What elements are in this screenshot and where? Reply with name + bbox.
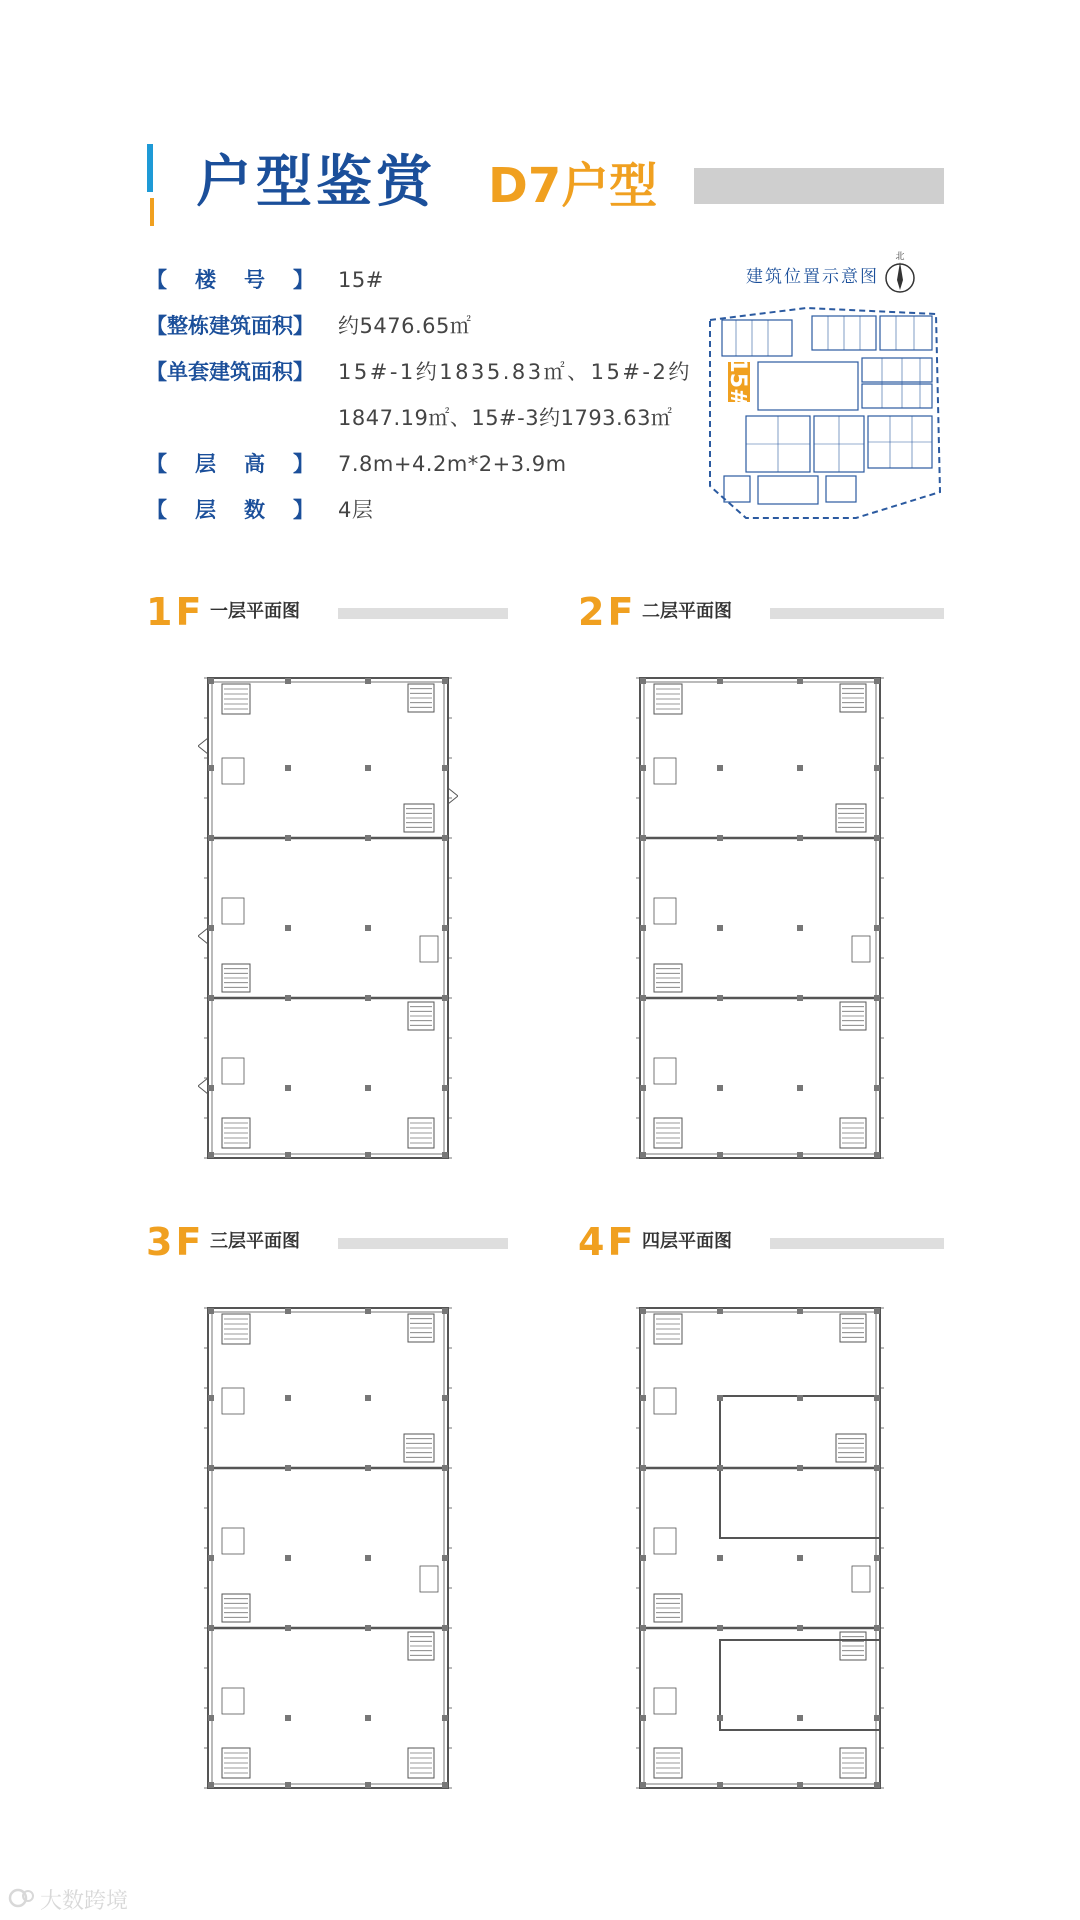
column <box>717 1308 723 1314</box>
column <box>874 1555 880 1561</box>
column <box>285 1465 291 1471</box>
column <box>285 1782 291 1788</box>
column <box>208 1395 214 1401</box>
floor-name-2f: 二层平面图 <box>642 601 732 622</box>
column <box>797 678 803 684</box>
info-label: 【整栋建筑面积】 <box>146 314 314 338</box>
column <box>874 1085 880 1091</box>
column <box>285 1625 291 1631</box>
column <box>797 1085 803 1091</box>
stair <box>408 1118 434 1148</box>
column <box>285 1085 291 1091</box>
column <box>640 1308 646 1314</box>
column <box>442 1152 448 1158</box>
column <box>717 765 723 771</box>
column <box>208 1555 214 1561</box>
stair <box>654 1314 682 1344</box>
column <box>797 1308 803 1314</box>
plan-walls <box>198 678 458 1158</box>
column <box>208 1085 214 1091</box>
column <box>442 1555 448 1561</box>
stair <box>654 684 682 714</box>
stair <box>840 684 866 712</box>
site-location-map <box>706 296 946 532</box>
stair <box>654 1594 682 1622</box>
stair <box>408 1632 434 1660</box>
column <box>640 678 646 684</box>
lift <box>222 898 244 924</box>
column <box>717 1555 723 1561</box>
floor-plan-1f <box>198 668 458 1168</box>
column <box>365 1308 371 1314</box>
info-value: 4层 <box>338 498 374 522</box>
floor-plan-2f <box>630 668 890 1168</box>
column <box>640 1395 646 1401</box>
info-value: 1847.19㎡、15#-3约1793.63㎡ <box>338 406 673 430</box>
lift <box>654 1688 676 1714</box>
column <box>717 995 723 1001</box>
column <box>874 1625 880 1631</box>
column <box>874 1782 880 1788</box>
building-15-label: 15# <box>725 357 750 407</box>
floor-code-2f: 2F <box>578 590 637 634</box>
column <box>285 925 291 931</box>
column <box>874 1715 880 1721</box>
column <box>797 1782 803 1788</box>
column <box>442 835 448 841</box>
floor-plan-3f <box>198 1298 458 1798</box>
stair <box>836 804 866 832</box>
plan-walls <box>636 678 884 1158</box>
column <box>208 835 214 841</box>
north-label: 北 <box>895 252 905 262</box>
stair <box>840 1632 866 1660</box>
column <box>442 1308 448 1314</box>
column <box>797 995 803 1001</box>
column <box>442 678 448 684</box>
column <box>717 1152 723 1158</box>
info-value: 15# <box>338 268 384 292</box>
lift <box>222 1388 244 1414</box>
floor-plan-4f <box>630 1298 890 1798</box>
column <box>640 765 646 771</box>
column <box>365 1395 371 1401</box>
column <box>797 1715 803 1721</box>
column <box>442 1395 448 1401</box>
column <box>717 925 723 931</box>
unit-type-title: D7户型 <box>488 158 658 214</box>
floor-code-3f: 3F <box>146 1220 205 1264</box>
stair <box>222 1118 250 1148</box>
column <box>365 995 371 1001</box>
floor-name-4f: 四层平面图 <box>642 1231 732 1252</box>
column <box>442 765 448 771</box>
column <box>797 835 803 841</box>
lift <box>222 1528 244 1554</box>
stair <box>654 1748 682 1778</box>
column <box>874 995 880 1001</box>
floor-header-bar <box>338 1238 508 1249</box>
stair <box>222 1594 250 1622</box>
column <box>442 1465 448 1471</box>
floor-header-bar <box>770 1238 944 1249</box>
info-value: 15#-1约1835.83㎡、15#-2约 <box>338 360 692 384</box>
column <box>208 1308 214 1314</box>
column <box>797 1465 803 1471</box>
column <box>874 925 880 931</box>
column <box>285 995 291 1001</box>
column <box>640 925 646 931</box>
column <box>874 1152 880 1158</box>
column <box>365 925 371 931</box>
info-label: 【单套建筑面积】 <box>146 360 314 384</box>
column <box>285 835 291 841</box>
column <box>797 1395 803 1401</box>
lift <box>654 1058 676 1084</box>
stair <box>404 1434 434 1462</box>
inner-wall <box>212 1312 444 1784</box>
column <box>874 765 880 771</box>
stair <box>840 1314 866 1342</box>
stair <box>840 1748 866 1778</box>
column <box>442 925 448 931</box>
column <box>874 1465 880 1471</box>
door <box>198 738 208 754</box>
stair <box>222 1748 250 1778</box>
stair <box>654 1118 682 1148</box>
lift <box>222 1688 244 1714</box>
column <box>208 1715 214 1721</box>
column <box>797 1555 803 1561</box>
toilet <box>852 936 870 962</box>
column <box>874 1395 880 1401</box>
column <box>442 1085 448 1091</box>
column <box>285 765 291 771</box>
info-label: 【 楼 号 】 <box>146 268 314 292</box>
info-value: 7.8m+4.2m*2+3.9m <box>338 452 567 476</box>
column <box>640 1625 646 1631</box>
north-arrow-icon <box>880 250 920 296</box>
column <box>640 1152 646 1158</box>
column <box>285 1715 291 1721</box>
column <box>640 995 646 1001</box>
lift <box>654 898 676 924</box>
stair <box>840 1002 866 1030</box>
toilet <box>420 1566 438 1592</box>
lift <box>654 1388 676 1414</box>
inner-wall <box>212 682 444 1154</box>
column <box>365 1085 371 1091</box>
floor-header-bar <box>770 608 944 619</box>
info-label: 【 层 高 】 <box>146 452 314 476</box>
column <box>442 995 448 1001</box>
stair <box>408 684 434 712</box>
toilet <box>420 936 438 962</box>
column <box>285 1395 291 1401</box>
column <box>285 1152 291 1158</box>
stair <box>408 1002 434 1030</box>
plan-walls <box>204 1308 452 1788</box>
watermark-text: 大数跨境 <box>40 1889 129 1914</box>
column <box>208 678 214 684</box>
column <box>365 1555 371 1561</box>
column <box>717 678 723 684</box>
column <box>208 925 214 931</box>
stair <box>222 684 250 714</box>
column <box>208 1625 214 1631</box>
info-value: 约5476.65㎡ <box>338 314 472 338</box>
column <box>442 1782 448 1788</box>
column <box>874 1308 880 1314</box>
inner-wall <box>644 682 876 1154</box>
header-accent-bar-small <box>150 198 154 226</box>
column <box>285 678 291 684</box>
column <box>208 1465 214 1471</box>
floor-code-4f: 4F <box>578 1220 637 1264</box>
column <box>797 765 803 771</box>
column <box>717 1465 723 1471</box>
column <box>640 1465 646 1471</box>
column <box>365 1625 371 1631</box>
column <box>640 1555 646 1561</box>
door <box>448 788 458 804</box>
page-title: 户型鉴赏 <box>196 150 436 215</box>
column <box>365 1782 371 1788</box>
lift <box>654 1528 676 1554</box>
watermark-logo-icon <box>8 1886 36 1910</box>
floor-code-1f: 1F <box>146 590 205 634</box>
stair <box>408 1748 434 1778</box>
stair <box>404 804 434 832</box>
stair <box>408 1314 434 1342</box>
plan-walls <box>636 1308 884 1788</box>
stair <box>654 964 682 992</box>
stair <box>222 1314 250 1344</box>
lift <box>222 1058 244 1084</box>
column <box>365 765 371 771</box>
column <box>365 678 371 684</box>
info-label: 【 层 数 】 <box>146 498 314 522</box>
floor-header-bar <box>338 608 508 619</box>
column <box>717 1395 723 1401</box>
lift <box>654 758 676 784</box>
door <box>198 1078 208 1094</box>
column <box>365 835 371 841</box>
column <box>797 1625 803 1631</box>
column <box>285 1555 291 1561</box>
header-decor-bar <box>694 168 944 204</box>
column <box>208 1782 214 1788</box>
column <box>640 835 646 841</box>
column <box>640 1715 646 1721</box>
stair <box>222 964 250 992</box>
toilet <box>852 1566 870 1592</box>
door <box>198 928 208 944</box>
column <box>717 1782 723 1788</box>
lift <box>222 758 244 784</box>
column <box>365 1465 371 1471</box>
stair <box>840 1118 866 1148</box>
site-map-title: 建筑位置示意图 <box>746 267 879 287</box>
column <box>285 1308 291 1314</box>
column <box>717 1715 723 1721</box>
column <box>442 1625 448 1631</box>
column <box>442 1715 448 1721</box>
floor-name-3f: 三层平面图 <box>210 1231 300 1252</box>
column <box>208 1152 214 1158</box>
column <box>797 1152 803 1158</box>
stair <box>836 1434 866 1462</box>
column <box>717 835 723 841</box>
column <box>717 1625 723 1631</box>
column <box>874 678 880 684</box>
inner-wall <box>644 1312 876 1784</box>
column <box>208 765 214 771</box>
column <box>874 835 880 841</box>
floor-name-1f: 一层平面图 <box>210 601 300 622</box>
column <box>797 925 803 931</box>
column <box>365 1715 371 1721</box>
column <box>640 1085 646 1091</box>
column <box>717 1085 723 1091</box>
column <box>640 1782 646 1788</box>
column <box>208 995 214 1001</box>
column <box>365 1152 371 1158</box>
header-accent-bar <box>147 144 153 192</box>
